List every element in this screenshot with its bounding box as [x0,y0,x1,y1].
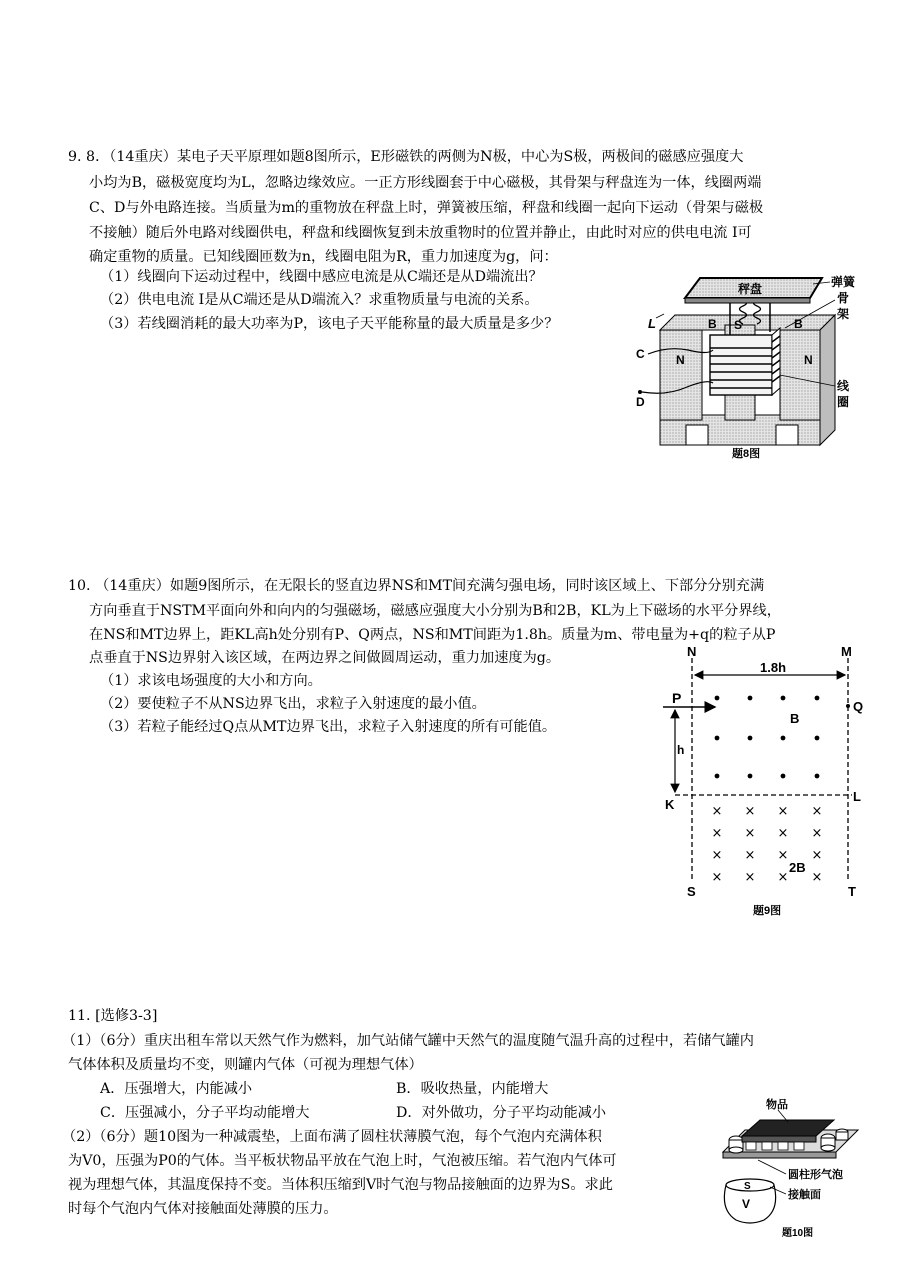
fig8-S-label: S [734,318,743,332]
fig10-bubble-label: 圆柱形气泡 [788,1169,843,1181]
fig10-V-label: V [742,1197,751,1211]
fig9-Q-label: Q [853,699,864,714]
q11-p1-line-1: （1）（6分）重庆出租车常以天然气作为燃料，加气站储气罐中天然气的温度随气温升高的过程中，若储气罐内 [62,1033,754,1049]
fig8-frame-label-2: 架 [837,307,850,321]
fig9-M-label: M [841,644,852,659]
svg-text:×: × [744,870,756,885]
svg-text:×: × [711,826,723,841]
q10-sub-2: （2）要使粒子不从NS边界飞出，求粒子入射速度的最小值。 [100,696,486,712]
q11-p2-line-3: 视为理想气体，其温度保持不变。当体积压缩到V时气泡与物品接触面的边界为S。求此 [68,1177,613,1193]
q10-line-3: 在NS和MT边界上，距KL高h处分别有P、Q两点，NS和MT间距为1.8h。质量为m、带电量为+q的粒子从P [89,627,776,643]
svg-text:×: × [711,848,723,863]
svg-text:×: × [777,848,789,863]
magnet-right-face [820,315,835,445]
q9-line-2: 小均为B，磁极宽度均为L，忽略边缘效应。一正方形线圈套于中心磁极，其骨架与秤盘连为一体，线圈两端 [89,175,762,191]
fig9-N-label: N [687,644,697,659]
fig9-B-label: B [790,711,800,726]
q11-p2-line-2: 为V0，压强为P0的气体。当平板状物品平放在气泡上时，气泡被压缩。若气泡内气体可 [68,1153,617,1169]
fig8-frame-label-1: 骨 [837,291,850,305]
q11-p2-line-1: （2）（6分）题10图为一种减震垫，上面布满了圆柱状薄膜气泡，每个气泡内充满体积 [62,1129,602,1145]
figure-10-shock-pad [718,1092,878,1240]
fig9-2B-label: 2B [789,860,806,875]
svg-text:×: × [811,870,823,885]
svg-text:×: × [744,804,756,819]
svg-text:×: × [777,804,789,819]
fig10-caption: 题10图 [782,1228,814,1239]
q11-p2-line-4: 时每个气泡内气体对接触面处薄膜的压力。 [68,1201,338,1217]
fig8-caption: 题8图 [732,448,761,460]
q10-sub-1: （1）求该电场强度的大小和方向。 [100,673,322,689]
fig9-width-label: 1.8h [760,660,787,675]
fig8-D-terminal: D [636,395,645,409]
fig8-L-label: L [648,316,656,331]
q9-line-3: C、D与外电路连接。当质量为m的重物放在秤盘上时，弹簧被压缩，秤盘和线圈一起向下运动（骨架与磁极 [89,200,764,216]
svg-text:×: × [811,826,823,841]
fig8-N-label-right: N [804,353,813,367]
svg-text:×: × [777,826,789,841]
coil-frame [710,335,772,395]
q10-sub-3: （3）若粒子能经过Q点从MT边界飞出，求粒子入射速度的所有可能值。 [100,719,557,735]
figure-8-electronic-balance [630,270,870,465]
fig8-N-label-left: N [676,353,685,367]
left-pole [660,330,702,420]
q9-sub-3: （3）若线圈消耗的最大功率为P，该电子天平能称量的最大质量是多少？ [100,316,559,332]
fig9-K-label: K [665,797,675,812]
fig10-S-label: S [744,1181,751,1192]
fig9-T-label: T [848,884,856,899]
fig8-coil-label-1: 线 [837,379,850,393]
fig8-spring-label: 弹簧 [831,275,856,289]
svg-text:×: × [777,870,789,885]
svg-text:×: × [811,848,823,863]
q9-sub-2: （2）供电电流 I是从C端还是从D端流入？求重物质量与电流的关系。 [100,292,539,308]
svg-text:×: × [744,848,756,863]
fig9-L-label: L [853,789,861,804]
field-B-dots [715,696,820,779]
fig8-coil-label-2: 圈 [837,395,850,409]
svg-text:×: × [744,826,756,841]
fig8-B-label-right: B [794,317,803,331]
fig8-pan-label: 秤盘 [738,282,763,296]
q9-line-5: 确定重物的质量。已知线圈匝数为n，线圈电阻为R，重力加速度为g，问： [89,249,558,265]
svg-text:×: × [811,804,823,819]
q11-option-A: A．压强增大，内能减小 [100,1081,253,1097]
fig9-P-label: P [672,690,682,706]
svg-text:×: × [711,870,723,885]
q10-line-4: 点垂直于NS边界射入该区域，在两边界之间做圆周运动，重力加速度为g。 [89,650,561,666]
q11-p1-line-2: 气体体积及质量均不变，则罐内气体（可视为理想气体） [68,1057,423,1073]
svg-text:×: × [711,804,723,819]
fig8-C-terminal: C [636,347,645,361]
q10-line-2: 方向垂直于NSTM平面向外和向内的匀强磁场，磁感应强度大小分别为B和2B，KL为上下磁场的水平分界线， [89,603,781,619]
right-pole [780,330,820,420]
fig10-contact-label: 接触面 [788,1189,821,1201]
q9-sub-1: （1）线圈向下运动过程中，线圈中感应电流是从C端还是从D端流出？ [100,269,543,285]
q9-line-4: 不接触）随后外电路对线圈供电，秤盘和线圈恢复到未放重物时的位置并静止，由此时对应的供电电流 I可 [89,225,752,241]
fig10-item-label: 物品 [766,1099,788,1111]
q11-option-D: D．对外做功，分子平均动能减小 [396,1105,607,1121]
q11-header: 11. [选修3-3] [68,1008,158,1024]
q9-line-1: 9. 8．（14重庆）某电子天平原理如题8图所示，E形磁铁的两侧为N极，中心为S极，两极间的磁感应强度大 [68,149,744,165]
q11-option-C: C．压强减小，分子平均动能增大 [100,1105,310,1121]
fig9-S-label: S [687,884,696,899]
field-2B-crosses [712,804,823,885]
fig9-caption: 题9图 [753,905,782,917]
fig8-B-label-left: B [708,317,717,331]
figure-9-field-region [655,640,885,930]
q11-option-B: B．吸收热量，内能增大 [396,1081,549,1097]
q10-line-1: 10. （14重庆）如题9图所示，在无限长的竖直边界NS和MT间充满匀强电场，同时该区域上、下部分分别充满 [68,578,765,594]
fig9-h-label: h [677,743,685,757]
